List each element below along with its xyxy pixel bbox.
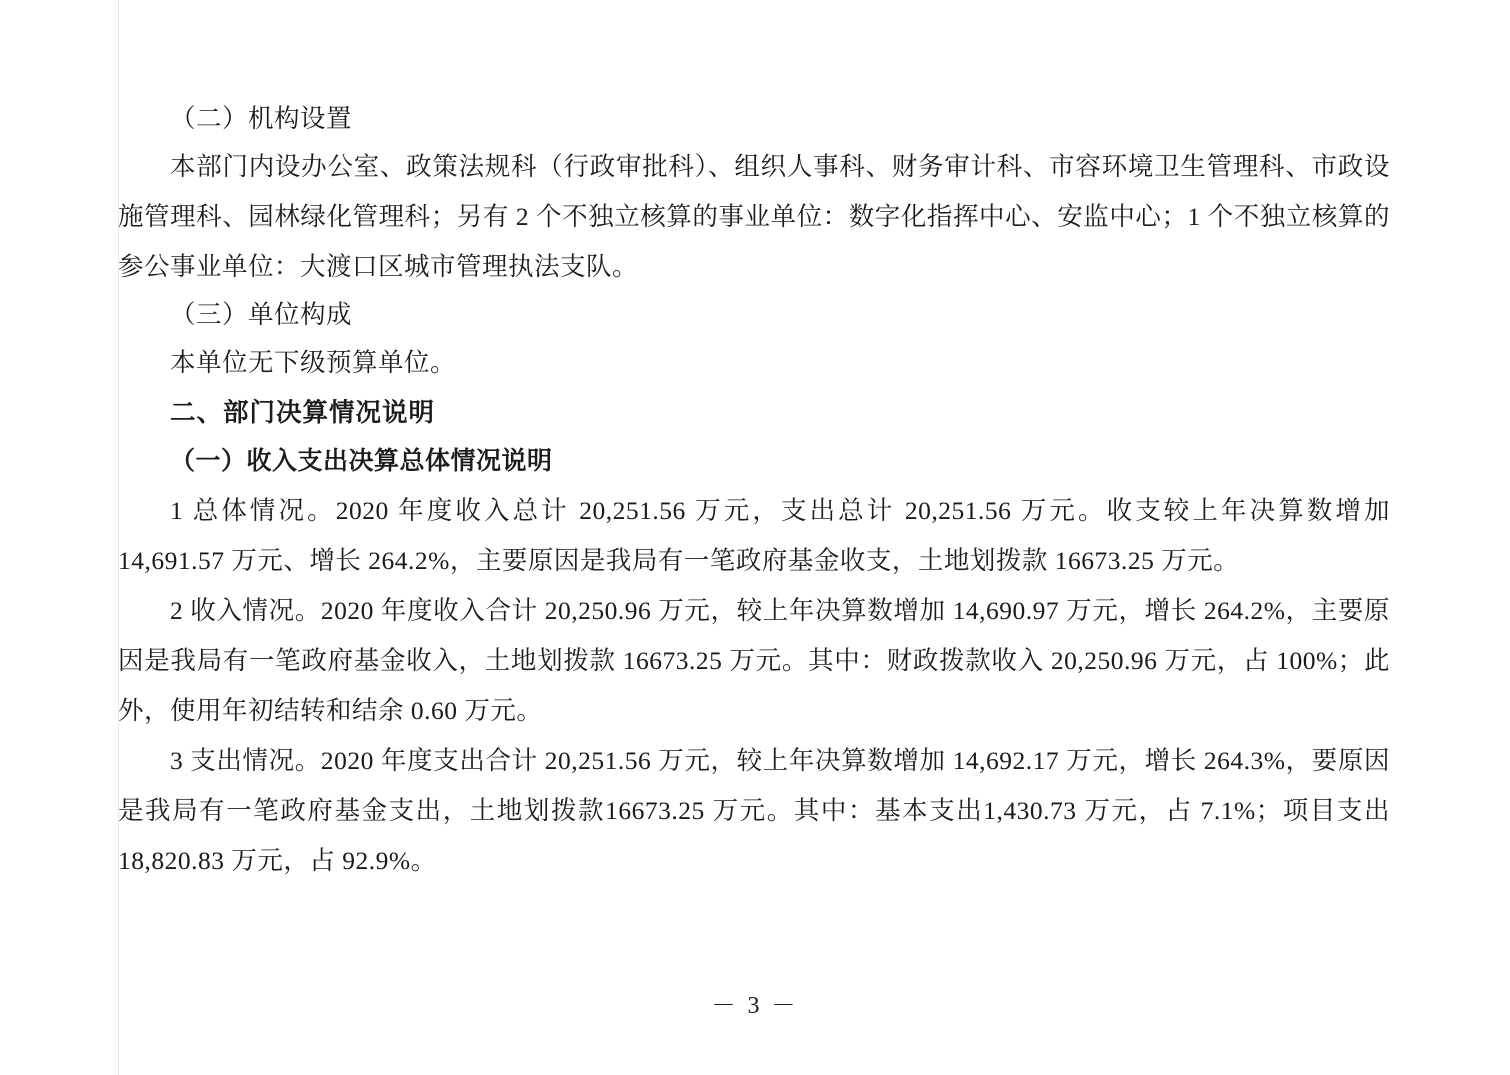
section-heading-org-setup: （二）机构设置	[170, 104, 353, 133]
paragraph-overall-situation: 1 总体情况。2020 年度收入总计 20,251.56 万元，支出总计 20,251.56 万元。收支较上年决算数增加 14,691.57 万元、增长 264.2%，主要原因是我局有一笔政府基金收支，土地划拨款 16673.25 万元。	[118, 496, 1390, 575]
section-heading-income-expenditure-overview: （一）收入支出决算总体情况说明	[170, 448, 553, 475]
paragraph-unit-composition: 本单位无下级预算单位。	[170, 348, 457, 377]
page-number-footer: － 3 －	[711, 993, 799, 1019]
section-heading-department-final-accounts: 二、部门决算情况说明	[170, 398, 436, 427]
paragraph-org-setup: 本部门内设办公室、政策法规科（行政审批科）、组织人事科、财务审计科、市容环境卫生管理科、市政设施管理科、园林绿化管理科；另有 2 个不独立核算的事业单位：数字化指挥中心、安监中心；1 个不独立核算的参公事业单位：大渡口区城市管理执法支队。	[118, 152, 1390, 281]
paragraph-expenditure-situation: 3 支出情况。2020 年度支出合计 20,251.56 万元，较上年决算数增加 14,692.17 万元，增长 264.3%，要原因是我局有一笔政府基金支出，土地划拨款16673.25 万元。其中：基本支出1,430.73 万元，占 7.1%；项目支出 18,820.83 万元，占 92.9%。	[118, 746, 1390, 875]
section-heading-unit-composition: （三）单位构成	[170, 300, 353, 329]
paragraph-income-situation: 2 收入情况。2020 年度收入合计 20,250.96 万元，较上年决算数增加 14,690.97 万元，增长 264.2%，主要原因是我局有一笔政府基金收入，土地划拨款 16673.25 万元。其中：财政拨款收入 20,250.96 万元，占 100%；此外，使用年初结转和结余 0.60 万元。	[118, 596, 1390, 725]
document-body	[118, 96, 1390, 886]
